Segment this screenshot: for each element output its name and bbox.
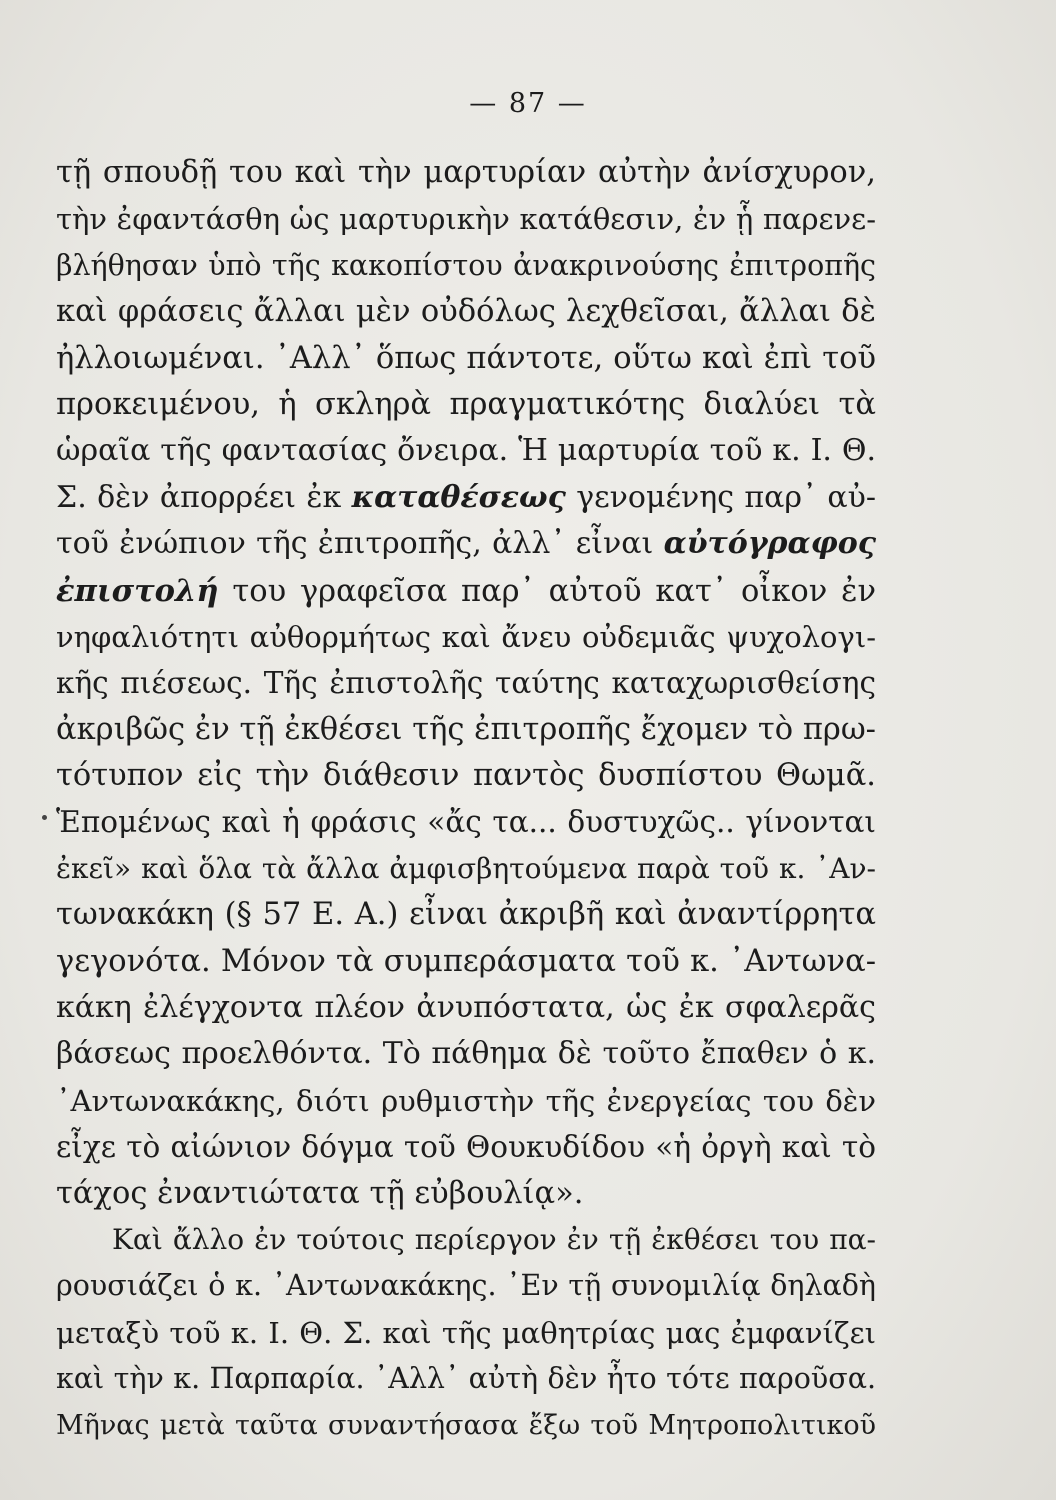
text-run: καὶ φράσεις ἄλλαι μὲν οὐδόλως λεχθεῖσαι, ἄλλαι δὲ xyxy=(56,294,876,330)
text-line xyxy=(56,799,876,845)
text-line xyxy=(56,1124,876,1170)
text-run: Καὶ ἄλλο ἐν τούτοις περίεργον ἐν τῇ ἐκθέσει του πα- xyxy=(112,1222,876,1256)
text-run: μεταξὺ τοῦ κ. Ι. Θ. Σ. καὶ τῆς μαθητρίας μας ἐμφανίζει xyxy=(56,1315,876,1350)
text-line xyxy=(56,428,876,474)
text-line xyxy=(56,475,876,521)
text-run: ἠλλοιωμέναι. ᾿Αλλ᾿ ὅπως πάντοτε, οὕτω καὶ ἐπὶ τοῦ xyxy=(56,340,876,376)
text-line xyxy=(56,1310,876,1356)
text-line xyxy=(56,243,876,289)
text-run: τωνακάκη (§ 57 Ε. Α.) εἶναι ἀκριβῆ καὶ ἀναντίρρητα xyxy=(56,897,876,933)
text-run: νηφαλιότητι αὐθορμήτως καὶ ἄνευ οὐδεμιᾶς ψυχολογι- xyxy=(56,619,876,654)
body-text xyxy=(56,150,876,1449)
text-line xyxy=(56,196,876,242)
text-line xyxy=(56,1356,876,1402)
text-run: τῇ σπουδῇ του καὶ τὴν μαρτυρίαν αὐτὴν ἀνίσχυρον, xyxy=(56,155,876,190)
text-run: Σ. δὲν ἀπορρέει ἐκ xyxy=(56,479,352,515)
text-line xyxy=(56,521,876,567)
text-line xyxy=(56,892,876,938)
text-run: κάκη ἐλέγχοντα πλέον ἀνυπόστατα, ὡς ἐκ σφαλερᾶς xyxy=(56,990,876,1026)
text-line xyxy=(56,1403,876,1449)
text-run: εἶχε τὸ αἰώνιον δόγμα τοῦ Θουκυδίδου «ἡ ὀργὴ καὶ τὸ xyxy=(56,1130,876,1165)
text-run: ἐκεῖ» καὶ ὅλα τὰ ἄλλα ἀμφισβητούμενα παρὰ τοῦ κ. ᾿Αν- xyxy=(56,851,876,885)
text-run: ἀκριβῶς ἐν τῇ ἐκθέσει τῆς ἐπιτροπῆς ἔχομεν τὸ πρω- xyxy=(56,711,876,747)
text-line xyxy=(56,1171,876,1217)
page-number: — 87 — xyxy=(469,88,587,119)
text-line xyxy=(56,1031,876,1077)
print-speck xyxy=(42,815,47,820)
text-run: τότυπον εἰς τὴν διάθεσιν παντὸς δυσπίστου Θωμᾶ. xyxy=(56,758,876,794)
text-run: τοῦ ἐνώπιον τῆς ἐπιτροπῆς, ἀλλ᾿ εἶναι xyxy=(56,526,664,562)
text-line xyxy=(56,707,876,753)
text-line xyxy=(56,568,876,614)
text-run: καὶ τὴν κ. Παρπαρία. ᾿Αλλ᾿ αὐτὴ δὲν ἦτο τότε παροῦσα. xyxy=(56,1362,876,1396)
text-line xyxy=(56,985,876,1031)
text-run: γεγονότα. Μόνον τὰ συμπεράσματα τοῦ κ. ᾿Αντωνα- xyxy=(56,943,876,979)
text-line xyxy=(56,660,876,706)
text-run: βάσεως προελθόντα. Τὸ πάθημα δὲ τοῦτο ἔπαθεν ὁ κ. xyxy=(56,1036,876,1072)
text-run: ᾿Αντωνακάκης, διότι ρυθμιστὴν τῆς ἐνεργείας του δὲν xyxy=(56,1083,876,1118)
text-run: γενομένης παρ᾿ αὐ- xyxy=(565,479,876,515)
emphasized-text: ἐπιστολή xyxy=(56,572,219,609)
emphasized-text: αὐτόγραφος xyxy=(663,526,876,562)
text-run: Μῆνας μετὰ ταῦτα συναντήσασα ἔξω τοῦ Μητροπολιτικοῦ xyxy=(56,1409,876,1441)
text-line xyxy=(56,289,876,335)
text-run: ρουσιάζει ὁ κ. ᾿Αντωνακάκης. ᾿Εν τῇ συνομιλίᾳ δηλαδὴ xyxy=(56,1269,876,1303)
text-run: κῆς πιέσεως. Τῆς ἐπιστολῆς ταύτης καταχωρισθείσης xyxy=(56,666,876,701)
text-line xyxy=(56,1078,876,1124)
text-run: ὡραῖα τῆς φαντασίας ὄνειρα. Ἡ μαρτυρία τοῦ κ. Ι. Θ. xyxy=(56,433,876,469)
text-line xyxy=(56,614,876,660)
text-line xyxy=(56,150,876,196)
text-run: Ἑπομένως καὶ ἡ φράσις «ἄς τα... δυστυχῶς.. γίνονται xyxy=(56,805,876,840)
text-run: τὴν ἐφαντάσθη ὡς μαρτυρικὴν κατάθεσιν, ἐν ᾗ παρενε- xyxy=(56,202,876,237)
text-run: του γραφεῖσα παρ᾿ αὐτοῦ κατ᾿ οἶκον ἐν xyxy=(218,573,876,609)
text-line xyxy=(56,753,876,799)
text-run: προκειμένου, ἡ σκληρὰ πραγματικότης διαλύει τὰ xyxy=(56,386,876,422)
text-line xyxy=(56,336,876,382)
text-run: τάχος ἐναντιώτατα τῇ εὐβουλίᾳ». xyxy=(56,1175,584,1211)
emphasized-text: καταθέσεως xyxy=(351,479,566,515)
text-line xyxy=(56,939,876,985)
text-line xyxy=(56,846,876,892)
text-line xyxy=(56,1263,876,1309)
text-line xyxy=(56,1217,876,1263)
text-run: βλήθησαν ὑπὸ τῆς κακοπίστου ἀνακρινούσης ἐπιτροπῆς xyxy=(56,248,876,282)
text-line xyxy=(56,382,876,428)
